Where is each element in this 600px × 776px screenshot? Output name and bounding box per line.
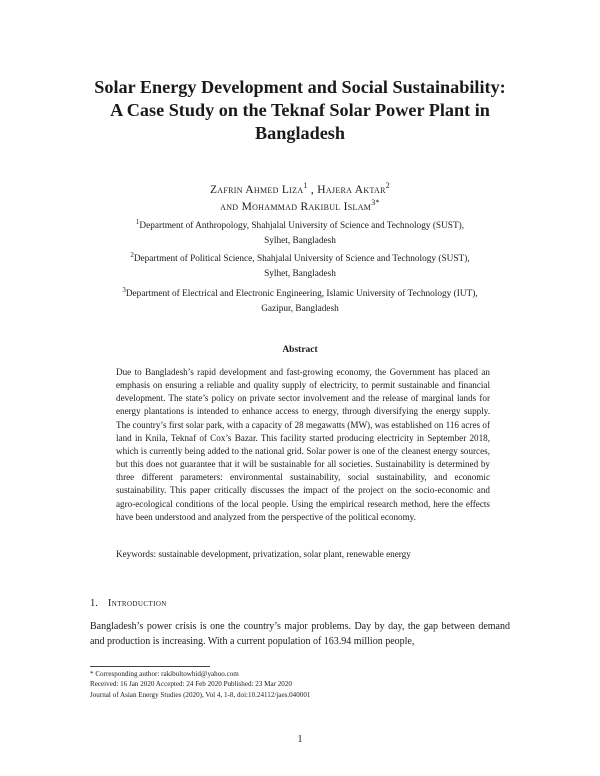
affiliation-1: [95, 219, 505, 249]
abstract-body: Due to Bangladesh’s rapid development and fast-growing economy, the Government has placed an emphasis on ensuring a reliable and quality supply of electricity, to permit sustainable and financial development. The state’s policy on private sector involvement and the release of marginal lands for energy plantations is intended to enhance access to energy, through diversifying the energy supply. The country’s first solar park, with a capacity of 28 megawatts (MW), was established on 116 acres of land in Knila, Teknaf of Cox’s Bazar. This facility started producing electricity in September 2018, which is currently being added to the national grid. Solar power is one of the cleanest energy sources, but this does not guarantee that it will be sustainable for all societies. Sustainability is determined by three different parameters: environmental sustainability, social sustainability, and economic sustainability. This paper critically discusses the impact of the project on the socio-economic and agro-ecological conditions of the local people. Using the empirical research method, here the effects have been understood and analyzed from the perspective of the political economy.: [116, 367, 490, 522]
title-line: Solar Energy Development and Social Sustainability:: [94, 77, 506, 97]
footnote-dates: Received: 16 Jan 2020 Accepted: 24 Feb 2020 Published: 23 Mar 2020: [90, 680, 292, 689]
footnote-journal: Journal of Asian Energy Studies (2020), Vol 4, 1-8, doi:10.24112/jaes.040001: [90, 690, 311, 699]
page-number: 1: [297, 734, 303, 745]
affiliation-line: Department of Anthropology, Shahjalal University of Science and Technology (SUST),: [139, 221, 465, 231]
affiliation-line: Department of Electrical and Electronic Engineering, Islamic University of Technology (IUT),: [125, 289, 478, 299]
affiliation-mark: 2: [130, 251, 134, 259]
keywords: Keywords: sustainable development, privatization, solar plant, renewable energy: [116, 549, 411, 559]
affiliation-3: [95, 287, 505, 317]
author-name: Mohammad Rakibul Islam: [241, 201, 372, 213]
title-line: A Case Study on the Teknaf Solar Power Plant in: [110, 100, 490, 120]
author-conjunction: and: [220, 201, 242, 213]
affiliation-line: Department of Political Science, Shahjalal University of Science and Technology (SUST),: [133, 254, 470, 264]
footnotes: [90, 669, 510, 700]
affiliation-2: [95, 252, 505, 282]
affiliation-mark: 3*: [371, 198, 380, 207]
paper-title: [0, 76, 600, 145]
affiliation-mark: 2: [385, 181, 391, 190]
title-line: Bangladesh: [255, 123, 345, 143]
affiliation-mark: 1: [303, 181, 308, 190]
author-line-1: [0, 182, 600, 199]
author-list: [0, 182, 600, 216]
section-heading: [90, 598, 167, 609]
affiliation-line: Gazipur, Bangladesh: [261, 304, 339, 314]
author-name: Hajera Aktar: [317, 184, 386, 196]
author-separator: ,: [307, 184, 318, 196]
section-number: 1.: [90, 598, 98, 609]
author-name: Zafrin Ahmed Liza: [209, 184, 304, 196]
abstract-heading: Abstract: [282, 345, 318, 355]
affiliation-line: Sylhet, Bangladesh: [264, 269, 336, 279]
footnote-corresponding: * Corresponding author: rakibultowhid@yahoo.com: [90, 670, 239, 678]
footnote-rule: [90, 666, 210, 667]
affiliation-mark: 1: [135, 218, 140, 226]
affiliation-line: Sylhet, Bangladesh: [264, 236, 336, 246]
section-name: Introduction: [107, 598, 167, 609]
intro-paragraph: Bangladesh’s power crisis is one the country’s major problems. Day by day, the gap between demand and production is increasing. With a current population of 163.94 million people,: [90, 621, 510, 647]
author-line-2: [0, 199, 600, 216]
affiliation-mark: 3: [122, 286, 126, 294]
